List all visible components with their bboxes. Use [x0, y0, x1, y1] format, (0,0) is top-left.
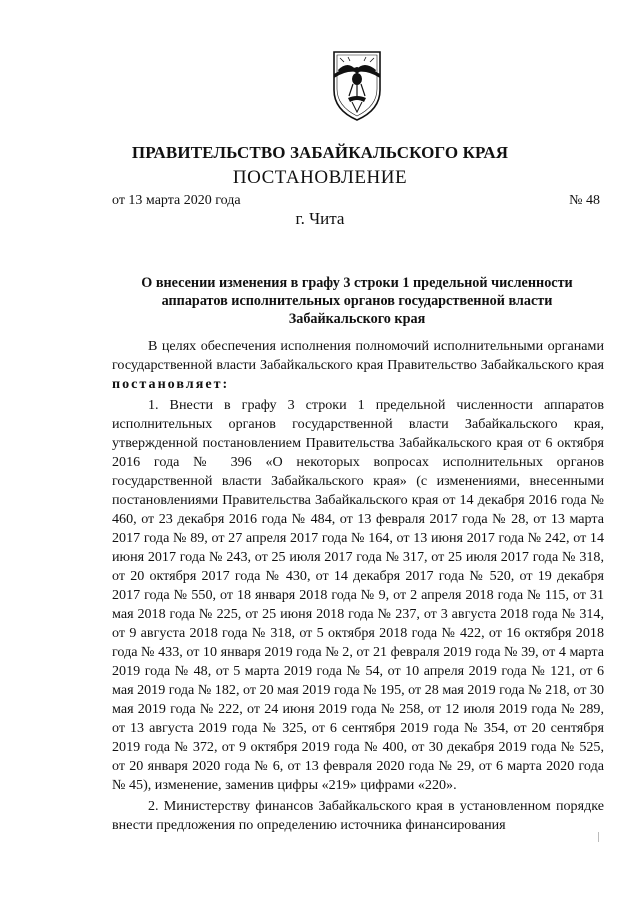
paragraph-1: 1. Внести в графу 3 строки 1 предельной численности аппаратов исполнительных органов государственной власти Забайкальского края, утвержденной постановлением Правительства Забайкальского края от 6 октября 2016 года № 396 «О некоторых вопросах исполнительных органов государственной власти Забайкальского края» (с изменениями, внесенными постановлениями Правительства Забайкальского края от 14 декабря 2016 года № 460, от 23 декабря 2016 года № 484, от 13 февраля 2017 года № 28, от 13 марта 2017 года № 89, от 27 апреля 2017 года № 164, от 13 июня 2017 года № 242, от 14 июня 2017 года № 243, от 25 июля 2017 года № 317, от 25 июля 2017 года № 318, от 20 октября 2017 года № 430, от 14 декабря 2017 года № 520, от 19 декабря 2017 года № 550, от 18 января 2018 года № 9, от 2 апреля 2018 года № 115, от 31 мая 2018 года № 225, от 25 июня 2018 года № 237, от 3 августа 2018 года № 314, от 9 августа 2018 года № 318, от 5 октября 2018 года № 422, от 16 октября 2018 года № 433, от 10 января 2019 года № 2, от 21 февраля 2019 года № 39, от 4 марта 2019 года № 48, от 5 марта 2019 года № 54, от 10 апреля 2019 года № 121, от 6 мая 2019 года № 182, от 20 мая 2019 года № 195, от 28 мая 2019 года № 218, от 30 мая 2019 года № 222, от 24 июня 2019 года № 258, от 12 июля 2019 года № 289, от 13 августа 2019 года № 325, от 6 сентября 2019 года № 354, от 20 сентября 2019 года № 372, от 9 октября 2019 года № 400, от 30 декабря 2019 года № 525, от 20 января 2020 года № 6, от 13 февраля 2020 года № 29, от 6 марта 2020 года № 45), изменение, заменив цифры «219» цифрами «220». [112, 397, 604, 793]
scan-artifact [598, 832, 599, 842]
government-name: ПРАВИТЕЛЬСТВО ЗАБАЙКАЛЬСКОГО КРАЯ [131, 143, 509, 162]
document-date: от 13 марта 2020 года [112, 193, 241, 208]
document-type: ПОСТАНОВЛЕНИЕ [232, 167, 408, 188]
city-name: г. Чита [295, 209, 345, 228]
preamble-text: В целях обеспечения исполнения полномочий исполнительными органами государственной власти Забайкальского края Правительство Забайкальского края [112, 338, 604, 373]
document-number: № 48 [569, 193, 600, 208]
coat-of-arms-icon [328, 48, 386, 122]
preamble-paragraph [112, 337, 604, 394]
document-body [112, 337, 604, 835]
document-title: О внесении изменения в графу 3 строки 1 предельной численности аппаратов исполнительных органов государственной власти Забайкальского края [141, 275, 573, 327]
paragraph-2: 2. Министерству финансов Забайкальского края в установленном порядке внести предложения по определению источника финансирования [112, 798, 604, 833]
decree-word: постановляет: [112, 376, 230, 392]
